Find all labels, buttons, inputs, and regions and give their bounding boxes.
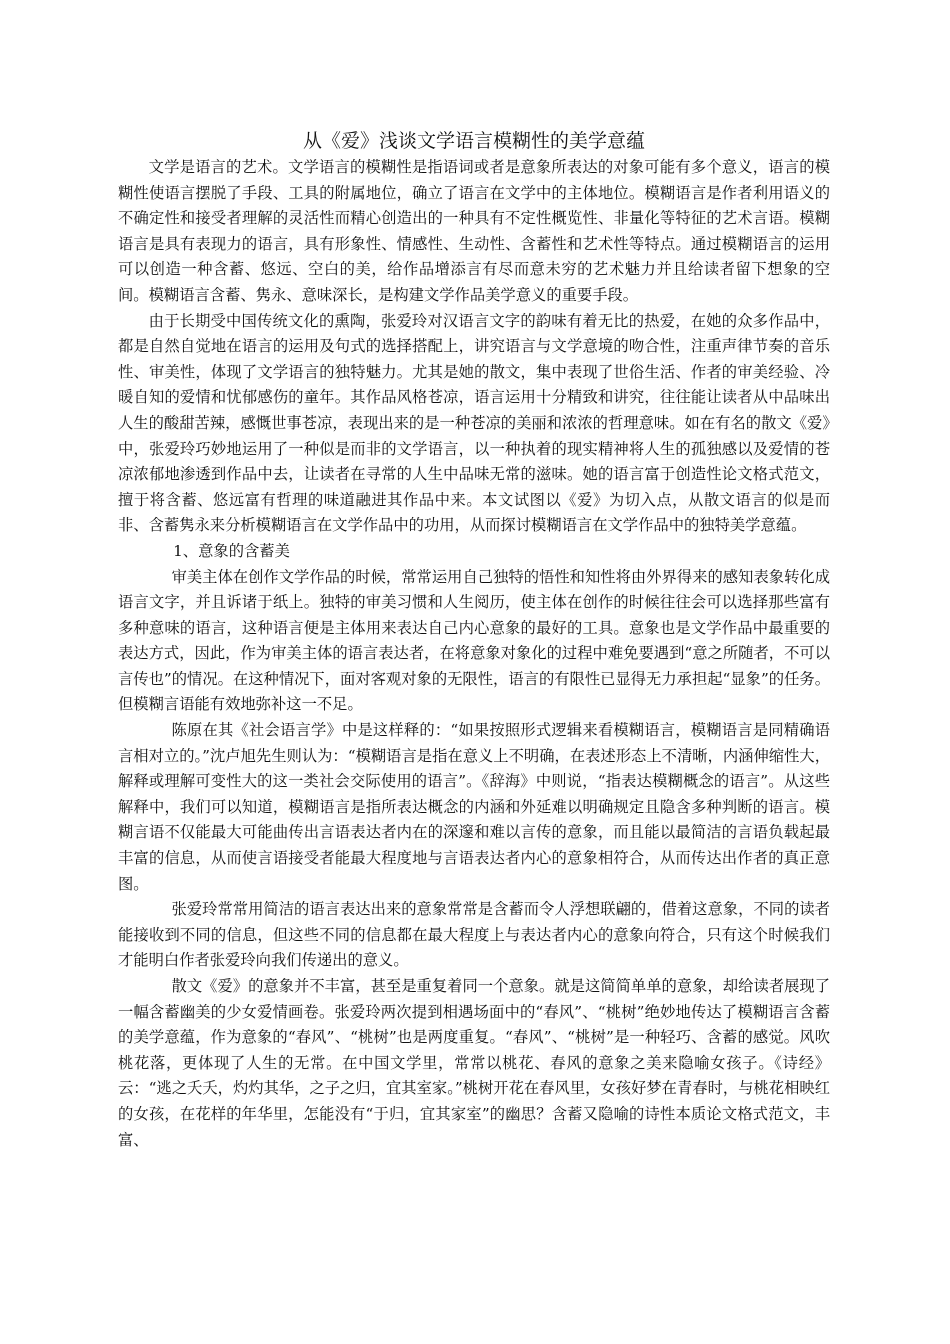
intro-paragraph-1: 文学是语言的艺术。文学语言的模糊性是指语词或者是意象所表达的对象可能有多个意义，语言的模糊性使语言摆脱了手段、工具的附属地位，确立了语言在文学中的主体地位。模糊语言是作者利用语义的不确定性和接受者理解的灵活性而精心创造出的一种具有不定性概览性、非量化等特征的艺术言语。模糊语言是具有表现力的语言，具有形象性、情感性、生动性、含蓄性和艺术性等特点。通过模糊语言的运用可以创造一种含蓄、悠远、空白的美，给作品增添言有尽而意未穷的艺术魅力并且给读者留下想象的空间。模糊语言含蓄、隽永、意味深长，是构建文学作品美学意义的重要手段。 [118,158,830,304]
section-paragraph-2: 陈原在其《社会语言学》中是这样释的：“如果按照形式逻辑来看模糊语言，模糊语言是同精确语言相对立的。”沈卢旭先生则认为：“模糊语言是指在意义上不明确，在表述形态上不清晰，内涵伸缩性大，解释或理解可变性大的这一类社会交际使用的语言”。《辞海》中则说，“指表达模糊概念的语言”。从这些解释中，我们可以知道，模糊语言是指所表达概念的内涵和外延难以明确规定且隐含多种判断的语言。模糊言语不仅能最大可能曲传出言语表达者内在的深邃和难以言传的意象，而且能以最简洁的言语负载起最丰富的信息，从而使言语接受者能最大程度地与言语表达者内心的意象相符合，从而传达出作者的真正意图。 [118,721,830,893]
section-paragraph-4: 散文《爱》的意象并不丰富，甚至是重复着同一个意象。就是这简简单单的意象，却给读者展现了一幅含蓄幽美的少女爱情画卷。张爱玲两次提到相遇场面中的“春风”、“桃树”绝妙地传达了模糊语言含蓄的美学意蕴，作为意象的“春风”、“桃树”也是两度重复。“春风”、“桃树”是一种轻巧、含蓄的感觉。风吹桃花落，更体现了人生的无常。在中国文学里，常常以桃花、春风的意象之美来隐喻女孩子。《诗经》云：“逃之夭夭，灼灼其华，之子之归，宜其室家。”桃树开花在春风里，女孩好梦在青春时，与桃花相映红的女孩，在花样的年华里，怎能没有“于归，宜其家室”的幽思？含蓄又隐喻的诗性本质论文格式范文，丰富、 [118,977,830,1149]
section-paragraph-1: 审美主体在创作文学作品的时候，常常运用自己独特的悟性和知性将由外界得来的感知表象转化成语言文字，并且诉诸于纸上。独特的审美习惯和人生阅历，使主体在创作的时候往往会可以选择那些富有多种意味的语言，这种语言便是主体用来表达自己内心意象的最好的工具。意象也是文学作品中最重要的表达方式，因此，作为审美主体的语言表达者，在将意象对象化的过程中难免要遇到“意之所随者，不可以言传也”的情况。在这种情况下，面对客观对象的无限性，语言的有限性已显得无力承担起“显象”的任务。但模糊言语能有效地弥补这一不足。 [118,567,830,714]
intro-paragraph-2: 由于长期受中国传统文化的熏陶，张爱玲对汉语言文字的韵味有着无比的热爱，在她的众多作品中，都是自然自觉地在语言的运用及句式的选择搭配上，讲究语言与文学意境的吻合性，注重声律节奏的音乐性、审美性，体现了文学语言的独特魅力。尤其是她的散文，集中表现了世俗生活、作者的审美经验、冷暖自知的爱情和忧郁感伤的童年。其作品风格苍凉，语言运用十分精致和讲究，往往能让读者从中品味出人生的酸甜苦辣，感慨世事苍凉，表现出来的是一种苍凉的美丽和浓浓的哲理意味。如在有名的散文《爱》中，张爱玲巧妙地运用了一种似是而非的文学语言，以一种执着的现实精神将人生的孤独感以及爱情的苍凉浓郁地渗透到作品中去，让读者在寻常的人生中品味无常的滋味。她的语言富于创造性论文格式范文，擅于将含蓄、悠远富有哲理的味道融进其作品中来。本文试图以《爱》为切入点，从散文语言的似是而非、含蓄隽永来分析模糊语言在文学作品中的功用，从而探讨模糊语言在文学作品中的独特美学意蕴。 [118,311,830,535]
document-page [118,128,830,1153]
section-paragraph-3: 张爱玲常常用简洁的语言表达出来的意象常常是含蓄而令人浮想联翩的，借着这意象，不同的读者能接收到不同的信息，但这些不同的信息都在最大程度上与表达者内心的意象向符合，只有这个时候我们才能明白作者张爱玲向我们传递出的意义。 [118,900,830,970]
section-heading: 1、意象的含蓄美 [173,541,290,560]
document-title: 从《爱》浅谈文学语言模糊性的美学意蕴 [302,130,645,152]
